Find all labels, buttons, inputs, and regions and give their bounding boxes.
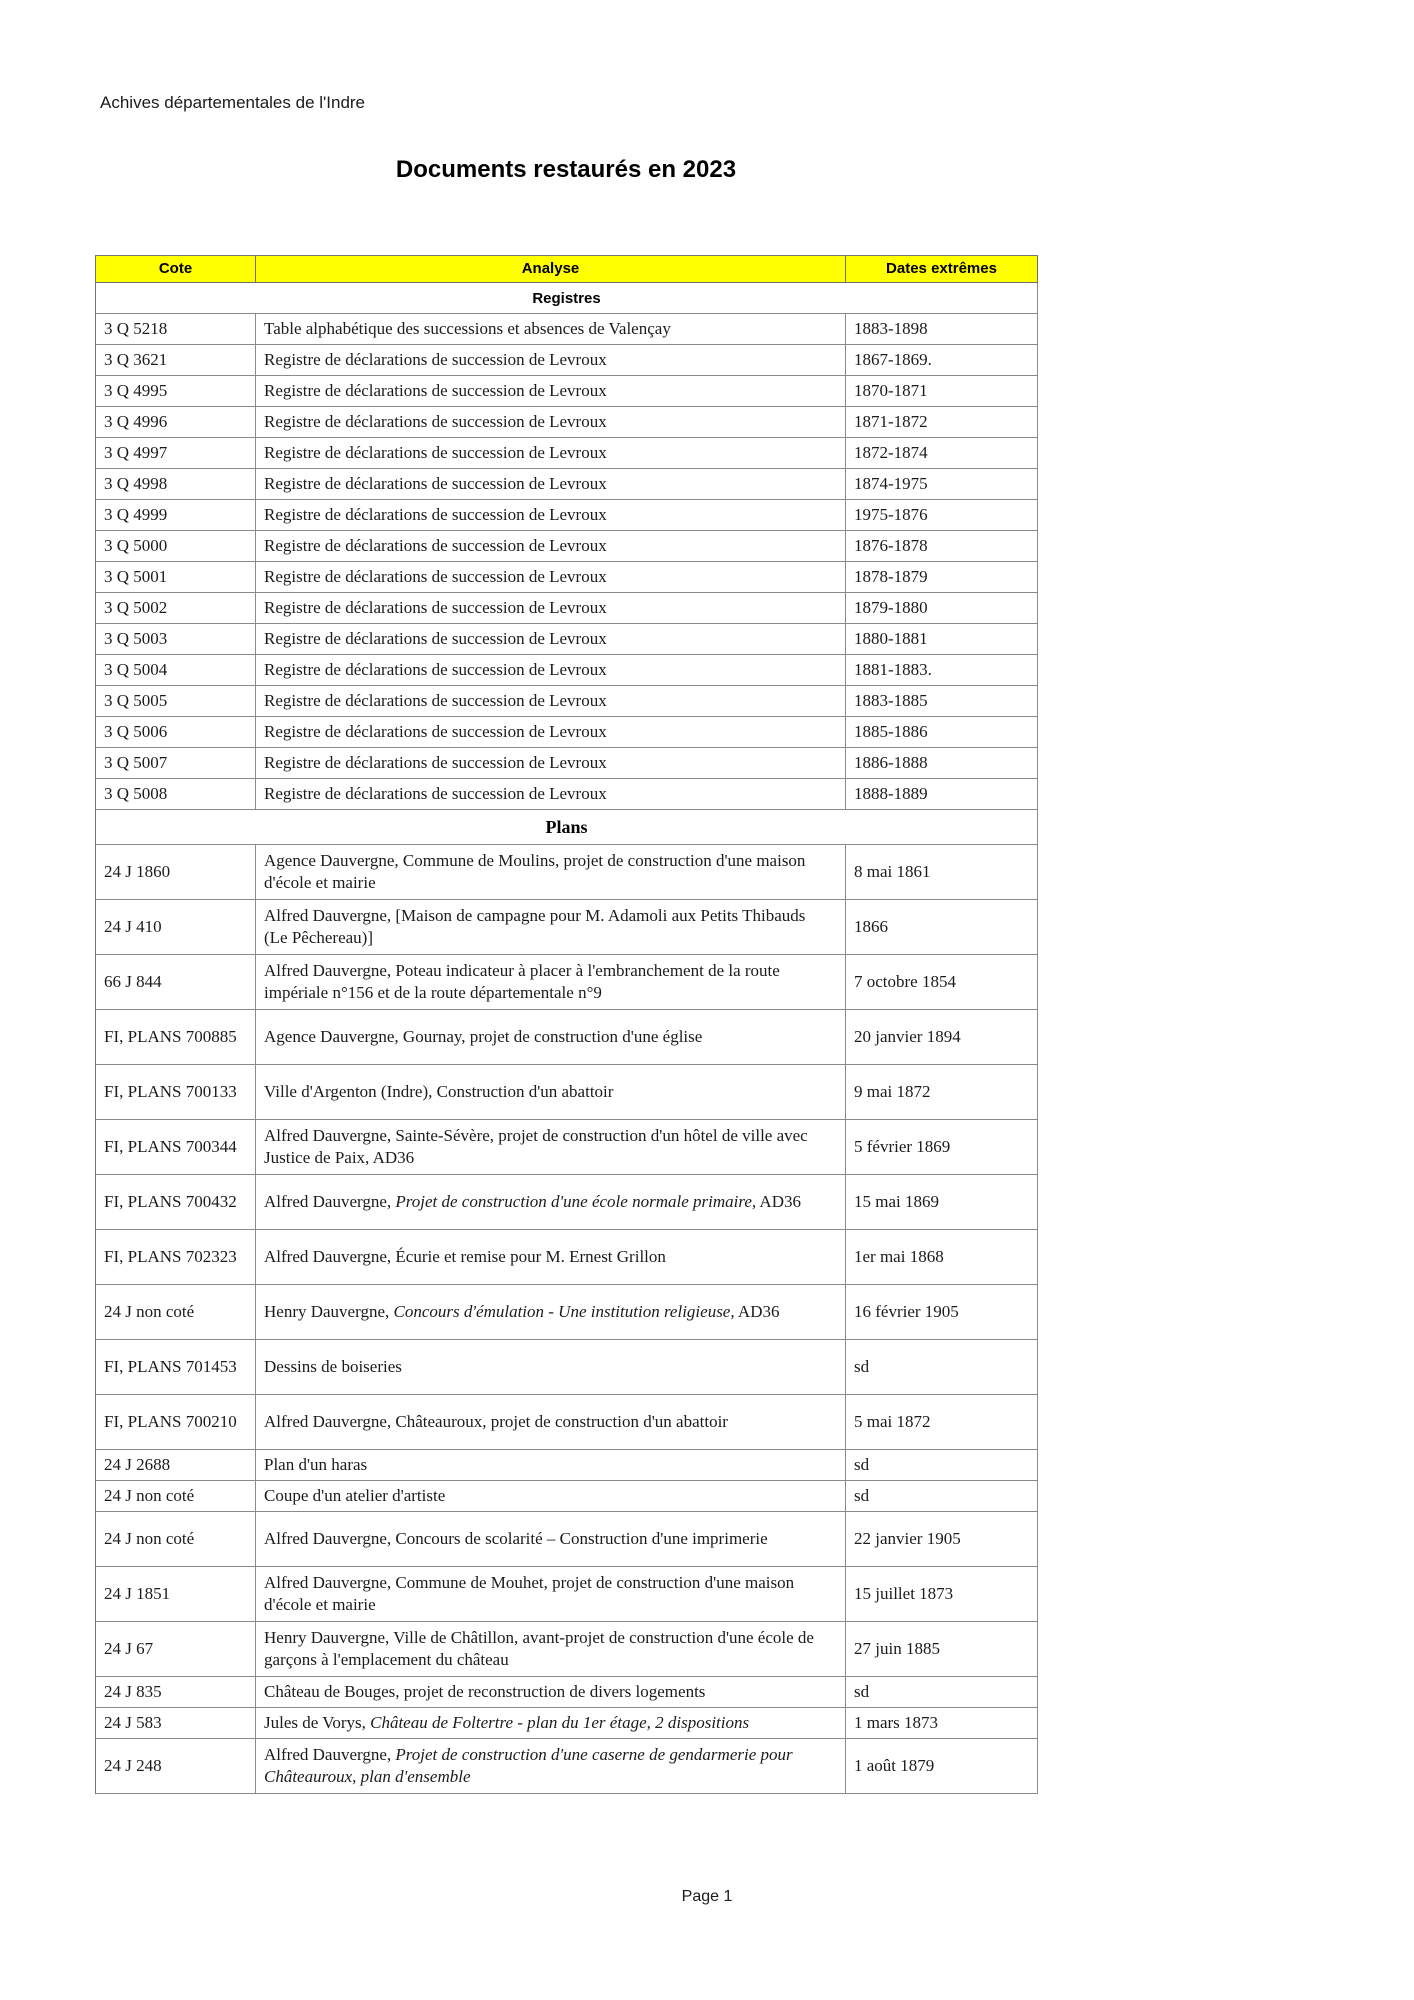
analyse-cell — [256, 1450, 846, 1481]
table-header-row — [96, 256, 1038, 283]
cote-cell: 24 J non coté — [96, 1481, 256, 1512]
cote-cell: FI, PLANS 700344 — [96, 1120, 256, 1175]
analyse-cell — [256, 1677, 846, 1708]
table-row — [96, 345, 1038, 376]
analyse-cell — [256, 686, 846, 717]
table-row — [96, 376, 1038, 407]
table-row — [96, 779, 1038, 810]
cote-cell: FI, PLANS 700432 — [96, 1175, 256, 1230]
analyse-segment: Château de Bouges, projet de reconstruction de divers logements — [264, 1681, 706, 1701]
analyse-cell — [256, 376, 846, 407]
table-row — [96, 1567, 1038, 1622]
cote-cell: 3 Q 4995 — [96, 376, 256, 407]
cote-cell: 3 Q 5006 — [96, 717, 256, 748]
table-row — [96, 1285, 1038, 1340]
analyse-cell — [256, 1708, 846, 1739]
analyse-segment: Registre de déclarations de succession de Levroux — [264, 721, 607, 741]
analyse-segment: Plan d'un haras — [264, 1454, 368, 1474]
dates-cell: 1 mars 1873 — [846, 1708, 1038, 1739]
cote-cell: 24 J 248 — [96, 1739, 256, 1794]
cote-cell: 24 J 583 — [96, 1708, 256, 1739]
analyse-cell — [256, 1285, 846, 1340]
dates-cell: 16 février 1905 — [846, 1285, 1038, 1340]
analyse-text — [264, 659, 607, 681]
table-row — [96, 717, 1038, 748]
analyse-segment: Agence Dauvergne, Gournay, projet de construction d'une église — [264, 1026, 703, 1046]
table-row — [96, 686, 1038, 717]
dates-cell: sd — [846, 1677, 1038, 1708]
analyse-segment: Château de Foltertre - plan du 1er étage, 2 dispositions — [370, 1712, 750, 1732]
analyse-cell — [256, 500, 846, 531]
dates-cell: 1878-1879 — [846, 562, 1038, 593]
analyse-text — [264, 752, 607, 774]
analyse-segment: Jules de Vorys, — [264, 1712, 371, 1732]
cote-cell: 3 Q 5000 — [96, 531, 256, 562]
analyse-cell — [256, 1065, 846, 1120]
dates-cell: 1879-1880 — [846, 593, 1038, 624]
analyse-text — [264, 1246, 666, 1268]
analyse-segment: Alfred Dauvergne, Châteauroux, projet de construction d'un abattoir — [264, 1411, 728, 1431]
analyse-segment: Alfred Dauvergne, — [264, 1744, 396, 1764]
analyse-text — [264, 783, 607, 805]
analyse-cell — [256, 345, 846, 376]
column-header-analyse: Analyse — [256, 256, 846, 283]
dates-cell: 1881-1883. — [846, 655, 1038, 686]
dates-cell: 15 juillet 1873 — [846, 1567, 1038, 1622]
analyse-cell — [256, 562, 846, 593]
analyse-text — [264, 504, 607, 526]
table-row — [96, 1120, 1038, 1175]
analyse-segment: Projet de construction d'une caserne de gendarmerie pour Châteauroux, plan d'ensemble — [264, 1744, 793, 1786]
table-row — [96, 845, 1038, 900]
table-row — [96, 469, 1038, 500]
cote-cell: 3 Q 4996 — [96, 407, 256, 438]
table-row — [96, 500, 1038, 531]
analyse-segment: Ville d'Argenton (Indre), Construction d'un abattoir — [264, 1081, 614, 1101]
analyse-segment: Registre de déclarations de succession de Levroux — [264, 566, 607, 586]
analyse-text — [264, 1528, 768, 1550]
cote-cell: FI, PLANS 700210 — [96, 1395, 256, 1450]
analyse-text — [264, 721, 607, 743]
analyse-segment: AD36 — [756, 1191, 801, 1211]
dates-cell: 1883-1885 — [846, 686, 1038, 717]
cote-cell: FI, PLANS 701453 — [96, 1340, 256, 1395]
dates-cell: sd — [846, 1481, 1038, 1512]
restored-documents-table — [95, 255, 1038, 1794]
table-row — [96, 531, 1038, 562]
analyse-segment: Table alphabétique des successions et absences de Valençay — [264, 318, 671, 338]
analyse-text — [264, 1681, 705, 1703]
analyse-segment: Registre de déclarations de succession de Levroux — [264, 349, 607, 369]
analyse-text — [264, 566, 607, 588]
cote-cell: 66 J 844 — [96, 955, 256, 1010]
table-row — [96, 1010, 1038, 1065]
analyse-text — [264, 1454, 367, 1476]
analyse-cell — [256, 531, 846, 562]
table-row — [96, 955, 1038, 1010]
analyse-text — [264, 1301, 779, 1323]
analyse-segment: Projet de construction d'une école normale primaire, — [395, 1191, 757, 1211]
analyse-cell — [256, 1567, 846, 1622]
analyse-cell — [256, 314, 846, 345]
cote-cell: 24 J 1860 — [96, 845, 256, 900]
analyse-text — [264, 905, 823, 950]
table-row — [96, 314, 1038, 345]
table-row — [96, 1175, 1038, 1230]
table-row — [96, 748, 1038, 779]
analyse-text — [264, 1081, 613, 1103]
cote-cell: 24 J 67 — [96, 1622, 256, 1677]
analyse-segment: Coupe d'un atelier d'artiste — [264, 1485, 446, 1505]
dates-cell: 1872-1874 — [846, 438, 1038, 469]
page-number: Page 1 — [681, 1888, 733, 1905]
table-row — [96, 1708, 1038, 1739]
dates-cell: 1880-1881 — [846, 624, 1038, 655]
dates-cell: 1888-1889 — [846, 779, 1038, 810]
dates-cell: 1866 — [846, 900, 1038, 955]
analyse-cell — [256, 1395, 846, 1450]
analyse-text — [264, 597, 607, 619]
dates-cell: 1883-1898 — [846, 314, 1038, 345]
analyse-text — [264, 442, 607, 464]
analyse-segment: Henry Dauvergne, — [264, 1301, 394, 1321]
analyse-cell — [256, 1120, 846, 1175]
analyse-cell — [256, 438, 846, 469]
analyse-text — [264, 473, 607, 495]
analyse-cell — [256, 1481, 846, 1512]
analyse-text — [264, 1191, 801, 1213]
analyse-text — [264, 1356, 402, 1378]
analyse-text — [264, 1627, 823, 1672]
section-header-registres: Registres — [96, 283, 1038, 314]
analyse-segment: Registre de déclarations de succession de Levroux — [264, 473, 607, 493]
analyse-segment: Registre de déclarations de succession de Levroux — [264, 690, 607, 710]
analyse-text — [264, 380, 607, 402]
analyse-segment: Registre de déclarations de succession de Levroux — [264, 380, 607, 400]
cote-cell: 3 Q 4998 — [96, 469, 256, 500]
analyse-text — [264, 1712, 749, 1734]
archive-name-header: Achives départementales de l'Indre — [100, 93, 366, 112]
analyse-cell — [256, 1010, 846, 1065]
analyse-segment: Agence Dauvergne, Commune de Moulins, projet de construction d'une maison d'école et mairie — [264, 850, 806, 892]
cote-cell: FI, PLANS 702323 — [96, 1230, 256, 1285]
analyse-cell — [256, 655, 846, 686]
analyse-cell — [256, 1340, 846, 1395]
dates-cell: 27 juin 1885 — [846, 1622, 1038, 1677]
analyse-text — [264, 1744, 823, 1789]
analyse-cell — [256, 1622, 846, 1677]
table-row — [96, 1230, 1038, 1285]
cote-cell: 3 Q 5218 — [96, 314, 256, 345]
table-row — [96, 1395, 1038, 1450]
column-header-cote: Cote — [96, 256, 256, 283]
cote-cell: 3 Q 5008 — [96, 779, 256, 810]
cote-cell: 24 J 2688 — [96, 1450, 256, 1481]
analyse-segment: Concours d'émulation - Une institution religieuse, — [393, 1301, 735, 1321]
cote-cell: 3 Q 5001 — [96, 562, 256, 593]
dates-cell: 8 mai 1861 — [846, 845, 1038, 900]
analyse-segment: Registre de déclarations de succession de Levroux — [264, 783, 607, 803]
dates-cell: 1870-1871 — [846, 376, 1038, 407]
analyse-text — [264, 690, 607, 712]
analyse-segment: Registre de déclarations de succession de Levroux — [264, 752, 607, 772]
dates-cell: 15 mai 1869 — [846, 1175, 1038, 1230]
cote-cell: 24 J non coté — [96, 1285, 256, 1340]
table-row — [96, 1340, 1038, 1395]
dates-cell: 1886-1888 — [846, 748, 1038, 779]
analyse-segment: Alfred Dauvergne, [Maison de campagne pour M. Adamoli aux Petits Thibauds (Le Pêchereau)] — [264, 905, 806, 947]
analyse-segment: Dessins de boiseries — [264, 1356, 402, 1376]
table-row — [96, 624, 1038, 655]
dates-cell: 5 mai 1872 — [846, 1395, 1038, 1450]
table-row — [96, 438, 1038, 469]
table-row — [96, 655, 1038, 686]
analyse-cell — [256, 1739, 846, 1794]
dates-cell: 5 février 1869 — [846, 1120, 1038, 1175]
dates-cell: 1885-1886 — [846, 717, 1038, 748]
analyse-segment: Registre de déclarations de succession de Levroux — [264, 411, 607, 431]
dates-cell: 1975-1876 — [846, 500, 1038, 531]
analyse-text — [264, 535, 607, 557]
cote-cell: 3 Q 5002 — [96, 593, 256, 624]
section-header-plans: Plans — [96, 810, 1038, 845]
analyse-cell — [256, 845, 846, 900]
cote-cell: 3 Q 4997 — [96, 438, 256, 469]
cote-cell: 3 Q 4999 — [96, 500, 256, 531]
analyse-cell — [256, 407, 846, 438]
dates-cell: 1871-1872 — [846, 407, 1038, 438]
analyse-cell — [256, 593, 846, 624]
page-title: Documents restaurés en 2023 — [395, 156, 737, 183]
table-row — [96, 562, 1038, 593]
analyse-segment: Alfred Dauvergne, — [264, 1191, 396, 1211]
analyse-text — [264, 1572, 823, 1617]
analyse-cell — [256, 748, 846, 779]
dates-cell: sd — [846, 1340, 1038, 1395]
analyse-segment: Registre de déclarations de succession de Levroux — [264, 535, 607, 555]
cote-cell: 24 J non coté — [96, 1512, 256, 1567]
analyse-segment: Alfred Dauvergne, Commune de Mouhet, projet de construction d'une maison d'école et mairie — [264, 1572, 795, 1614]
cote-cell: 24 J 1851 — [96, 1567, 256, 1622]
table-row — [96, 1065, 1038, 1120]
table-row — [96, 1481, 1038, 1512]
analyse-segment: Alfred Dauvergne, Concours de scolarité – Construction d'une imprimerie — [264, 1528, 768, 1548]
column-header-dates-extr-mes: Dates extrêmes — [846, 256, 1038, 283]
table-row — [96, 593, 1038, 624]
analyse-segment: Registre de déclarations de succession de Levroux — [264, 597, 607, 617]
analyse-text — [264, 349, 607, 371]
table-row — [96, 407, 1038, 438]
table-row — [96, 1739, 1038, 1794]
table-row — [96, 1450, 1038, 1481]
analyse-cell — [256, 469, 846, 500]
analyse-segment: AD36 — [734, 1301, 780, 1321]
cote-cell: 3 Q 5004 — [96, 655, 256, 686]
analyse-cell — [256, 900, 846, 955]
analyse-segment: Alfred Dauvergne, Écurie et remise pour M. Ernest Grillon — [264, 1246, 666, 1266]
analyse-cell — [256, 1230, 846, 1285]
dates-cell: 22 janvier 1905 — [846, 1512, 1038, 1567]
table-row — [96, 1677, 1038, 1708]
analyse-text — [264, 1125, 823, 1170]
table-row — [96, 900, 1038, 955]
analyse-text — [264, 411, 607, 433]
analyse-text — [264, 318, 671, 340]
analyse-segment: Registre de déclarations de succession de Levroux — [264, 442, 607, 462]
analyse-cell — [256, 1512, 846, 1567]
dates-cell: 7 octobre 1854 — [846, 955, 1038, 1010]
analyse-segment: Alfred Dauvergne, Sainte-Sévère, projet de construction d'un hôtel de ville avec Justice de Paix, AD36 — [264, 1125, 808, 1167]
analyse-text — [264, 850, 823, 895]
analyse-cell — [256, 779, 846, 810]
dates-cell: 1 août 1879 — [846, 1739, 1038, 1794]
analyse-text — [264, 1411, 728, 1433]
analyse-segment: Registre de déclarations de succession de Levroux — [264, 628, 607, 648]
analyse-segment: Alfred Dauvergne, Poteau indicateur à placer à l'embranchement de la route impériale n°156 et de la route départementale n°9 — [264, 960, 780, 1002]
analyse-text — [264, 1485, 445, 1507]
dates-cell: 1874-1975 — [846, 469, 1038, 500]
table-row — [96, 1512, 1038, 1567]
cote-cell: 24 J 410 — [96, 900, 256, 955]
cote-cell: FI, PLANS 700133 — [96, 1065, 256, 1120]
cote-cell: 24 J 835 — [96, 1677, 256, 1708]
analyse-cell — [256, 955, 846, 1010]
cote-cell: 3 Q 3621 — [96, 345, 256, 376]
dates-cell: 1876-1878 — [846, 531, 1038, 562]
analyse-cell — [256, 717, 846, 748]
cote-cell: 3 Q 5005 — [96, 686, 256, 717]
analyse-cell — [256, 1175, 846, 1230]
analyse-text — [264, 960, 823, 1005]
analyse-text — [264, 628, 607, 650]
dates-cell: 9 mai 1872 — [846, 1065, 1038, 1120]
cote-cell: 3 Q 5003 — [96, 624, 256, 655]
analyse-segment: Registre de déclarations de succession de Levroux — [264, 504, 607, 524]
dates-cell: 1er mai 1868 — [846, 1230, 1038, 1285]
dates-cell: 1867-1869. — [846, 345, 1038, 376]
analyse-segment: Registre de déclarations de succession de Levroux — [264, 659, 607, 679]
cote-cell: 3 Q 5007 — [96, 748, 256, 779]
dates-cell: sd — [846, 1450, 1038, 1481]
analyse-text — [264, 1026, 702, 1048]
analyse-cell — [256, 624, 846, 655]
analyse-segment: Henry Dauvergne, Ville de Châtillon, avant-projet de construction d'une école de garçons à l'emplacement du château — [264, 1627, 814, 1669]
dates-cell: 20 janvier 1894 — [846, 1010, 1038, 1065]
table-row — [96, 1622, 1038, 1677]
cote-cell: FI, PLANS 700885 — [96, 1010, 256, 1065]
